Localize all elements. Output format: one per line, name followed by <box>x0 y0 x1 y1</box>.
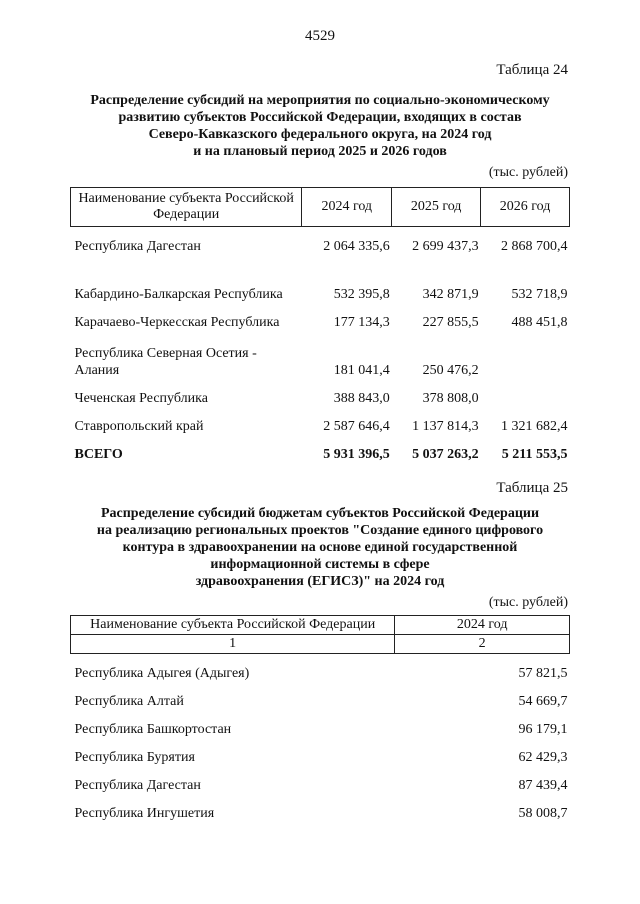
title-line: Распределение субсидий бюджетам субъектов Российской Федерации <box>100 506 540 521</box>
value-2024: 177 134,3 <box>333 315 390 330</box>
table-25-title <box>60 505 580 590</box>
header-2024: 2024 год <box>302 188 392 227</box>
subject-name: Республика Дагестан <box>74 239 201 254</box>
title-line: и на плановый период 2025 и 2026 годов <box>193 144 447 159</box>
total-2025: 5 037 263,2 <box>412 447 479 462</box>
total-label: ВСЕГО <box>74 447 123 462</box>
value-2025: 342 871,9 <box>422 287 479 302</box>
table-25-label: Таблица 25 <box>496 480 568 496</box>
page-number: 4529 <box>305 28 335 44</box>
value-2026 <box>481 379 570 407</box>
subject-name: Республика Адыгея (Адыгея) <box>74 666 250 681</box>
value-2025: 2 699 437,3 <box>412 239 479 254</box>
value-2025: 250 476,2 <box>422 363 479 378</box>
value-2026 <box>481 331 570 379</box>
value-2024: 62 429,3 <box>518 750 568 765</box>
table-row <box>71 379 570 407</box>
header-2026: 2026 год <box>481 188 570 227</box>
table-row <box>71 710 570 738</box>
total-2026: 5 211 553,5 <box>501 447 568 462</box>
column-number-row <box>71 635 570 654</box>
table-24 <box>70 187 570 463</box>
value-2024: 57 821,5 <box>518 666 568 681</box>
table-row <box>71 682 570 710</box>
header-subject: Наименование субъекта Российской Федерации <box>71 188 302 227</box>
value-2026: 2 868 700,4 <box>501 239 568 254</box>
value-2024: 388 843,0 <box>333 391 390 406</box>
value-2024: 58 008,7 <box>518 806 568 821</box>
table-header-row <box>71 616 570 635</box>
value-2025: 1 137 814,3 <box>412 419 479 434</box>
value-2026: 488 451,8 <box>511 315 568 330</box>
value-2025: 227 855,5 <box>422 315 479 330</box>
column-number: 1 <box>71 635 395 654</box>
subject-name: Республика Северная Осетия - Алания <box>74 346 257 378</box>
value-2025: 378 808,0 <box>422 391 479 406</box>
title-line: Северо-Кавказского федерального округа, на 2024 год <box>148 127 492 142</box>
value-2024: 181 041,4 <box>333 363 390 378</box>
value-2024: 2 587 646,4 <box>323 419 390 434</box>
header-2025: 2025 год <box>392 188 481 227</box>
subject-name: Республика Ингушетия <box>74 806 215 821</box>
table-row <box>71 255 570 303</box>
column-number: 2 <box>395 635 570 654</box>
table-24-label: Таблица 24 <box>496 62 568 78</box>
table-25 <box>70 615 570 822</box>
subject-name: Республика Бурятия <box>74 750 195 765</box>
value-2024: 96 179,1 <box>518 722 568 737</box>
header-subject: Наименование субъекта Российской Федерации <box>71 616 395 635</box>
table-25-units: (тыс. рублей) <box>488 595 568 610</box>
table-row <box>71 227 570 256</box>
subject-name: Республика Дагестан <box>74 778 201 793</box>
subject-name: Кабардино-Балкарская Республика <box>74 287 283 302</box>
value-2024: 2 064 335,6 <box>323 239 390 254</box>
value-2024: 532 395,8 <box>333 287 390 302</box>
title-line: на реализацию региональных проектов "Создание единого цифрового <box>96 523 544 538</box>
table-row <box>71 303 570 331</box>
title-line: информационной системы в сфере <box>210 557 430 572</box>
header-2024: 2024 год <box>395 616 570 635</box>
table-header-row <box>71 188 570 227</box>
value-2024: 54 669,7 <box>518 694 568 709</box>
title-line: развитию субъектов Российской Федерации, входящих в состав <box>118 110 522 125</box>
subject-name: Чеченская Республика <box>74 391 208 406</box>
total-row <box>71 435 570 463</box>
table-row <box>71 654 570 683</box>
value-2024: 87 439,4 <box>518 778 568 793</box>
title-line: здравоохранения (ЕГИСЗ)" на 2024 год <box>195 574 445 589</box>
table-row <box>71 738 570 766</box>
title-line: Распределение субсидий на мероприятия по социально-экономическому <box>90 93 550 108</box>
table-row <box>71 407 570 435</box>
subject-name: Республика Алтай <box>74 694 184 709</box>
value-2026: 532 718,9 <box>511 287 568 302</box>
value-2026: 1 321 682,4 <box>501 419 568 434</box>
title-line: контура в здравоохранении на основе единой государственной <box>122 540 518 555</box>
subject-name: Республика Башкортостан <box>74 722 232 737</box>
table-row <box>71 766 570 794</box>
table-row <box>71 331 570 379</box>
table-row <box>71 794 570 822</box>
subject-name: Карачаево-Черкесская Республика <box>74 315 280 330</box>
total-2024: 5 931 396,5 <box>323 447 390 462</box>
table-24-title <box>60 92 580 160</box>
subject-name: Ставропольский край <box>74 419 204 434</box>
table-24-units: (тыс. рублей) <box>488 165 568 180</box>
